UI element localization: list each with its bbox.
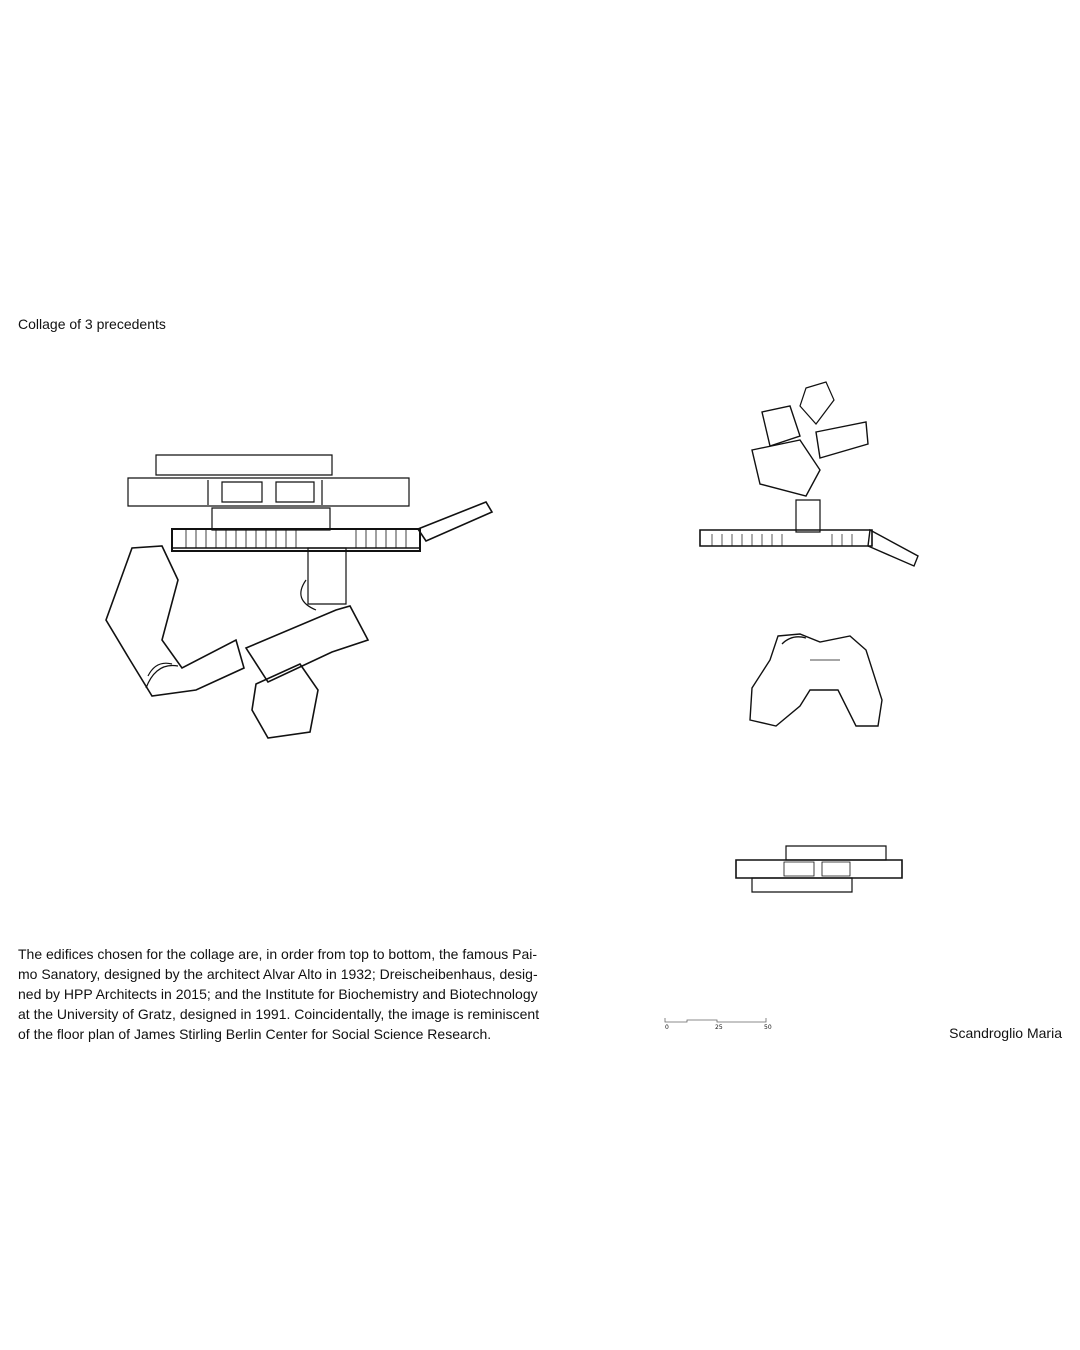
scale-label-50: 50 [764,1024,772,1031]
description-line: mo Sanatory, designed by the architect Alvar Alto in 1932; Dreischeibenhaus, desig- [18,966,538,982]
description-line: of the floor plan of James Stirling Berlin Center for Social Science Research. [18,1026,492,1042]
page-title: Collage of 3 precedents [18,316,166,332]
description [18,944,540,1044]
description-line: at the University of Gratz, designed in 1991. Coincidentally, the image is reminiscent [18,1006,540,1022]
scale-label-25: 25 [715,1024,723,1031]
description-line: ned by HPP Architects in 2015; and the Institute for Biochemistry and Biotechnology [18,986,538,1002]
description-line: The edifices chosen for the collage are, in order from top to bottom, the famous Pai- [18,946,538,962]
scale-label-0: 0 [665,1024,669,1031]
author-name: Scandroglio Maria [949,1025,1062,1041]
